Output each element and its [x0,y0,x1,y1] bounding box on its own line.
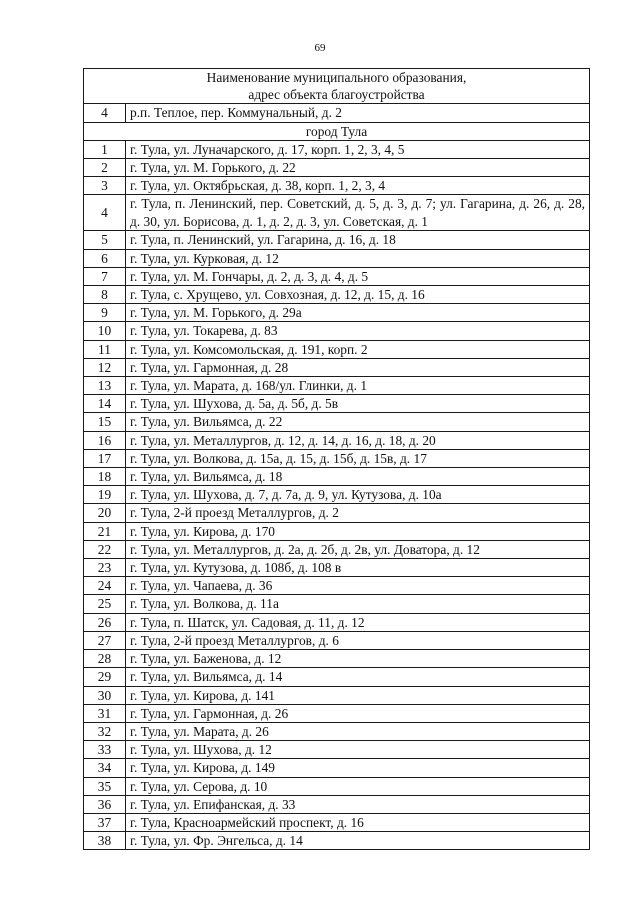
table-row [84,795,590,813]
row-address: г. Тула, ул. Шухова, д. 5а, д. 5б, д. 5в [126,395,590,413]
table-row [84,449,590,467]
table-header-cell [84,69,590,104]
row-number: 1 [84,140,126,158]
row-address: г. Тула, ул. Курковая, д. 12 [126,249,590,267]
row-number: 35 [84,777,126,795]
row-number: 7 [84,267,126,285]
row-address: г. Тула, ул. Луначарского, д. 17, корп. 1, 2, 3, 4, 5 [126,140,590,158]
table-row [84,159,590,177]
row-number: 9 [84,304,126,322]
table-row [84,522,590,540]
page-number: 69 [314,42,326,54]
section-title: город Тула [84,122,590,140]
row-number: 6 [84,249,126,267]
row-number: 17 [84,449,126,467]
table-row [84,577,590,595]
row-number: 18 [84,468,126,486]
row-number: 16 [84,431,126,449]
table-row [84,286,590,304]
table-header-row [84,69,590,104]
row-address: г. Тула, ул. Кирова, д. 170 [126,522,590,540]
table-row [84,559,590,577]
row-address: г. Тула, п. Ленинский, ул. Гагарина, д. 16, д. 18 [126,231,590,249]
table-row [84,504,590,522]
row-number: 4 [84,104,126,122]
row-number: 5 [84,231,126,249]
row-number: 33 [84,741,126,759]
improvement-objects-table [83,68,590,850]
table-row [84,249,590,267]
row-number: 24 [84,577,126,595]
table-row [84,722,590,740]
row-address: г. Тула, ул. Гармонная, д. 28 [126,358,590,376]
row-number: 22 [84,540,126,558]
row-address: г. Тула, ул. Баженова, д. 12 [126,650,590,668]
table-row [84,413,590,431]
row-address: г. Тула, ул. Шухова, д. 12 [126,741,590,759]
table-row [84,177,590,195]
row-number: 2 [84,159,126,177]
row-address: г. Тула, ул. Вильямса, д. 22 [126,413,590,431]
row-number: 20 [84,504,126,522]
table-row [84,704,590,722]
row-address: г. Тула, ул. Металлургов, д. 2а, д. 2б, д. 2в, ул. Доватора, д. 12 [126,540,590,558]
table-row [84,777,590,795]
table-row [84,668,590,686]
row-number: 36 [84,795,126,813]
table-row [84,395,590,413]
row-address: г. Тула, ул. М. Гончары, д. 2, д. 3, д. 4, д. 5 [126,267,590,285]
row-number: 10 [84,322,126,340]
row-address: г. Тула, ул. Кутузова, д. 108б, д. 108 в [126,559,590,577]
table-row [84,322,590,340]
row-address: г. Тула, ул. Серова, д. 10 [126,777,590,795]
table-row [84,486,590,504]
table-row [84,832,590,850]
table-row [84,231,590,249]
row-number: 15 [84,413,126,431]
row-address: г. Тула, п. Ленинский, пер. Советский, д. 5, д. 3, д. 7; ул. Гагарина, д. 26, д. 28, д. 30, ул. Борисова, д. 1, д. 2, д. 3, ул. Советская, д. 1 [126,195,590,231]
row-address: г. Тула, 2-й проезд Металлургов, д. 2 [126,504,590,522]
row-number: 23 [84,559,126,577]
row-number: 19 [84,486,126,504]
table-row [84,104,590,122]
header-line-2: адрес объекта благоустройства [248,87,425,103]
row-address: г. Тула, ул. Марата, д. 26 [126,722,590,740]
row-number: 38 [84,832,126,850]
row-number: 31 [84,704,126,722]
row-address: г. Тула, ул. Октябрьская, д. 38, корп. 1, 2, 3, 4 [126,177,590,195]
table-row [84,304,590,322]
row-address: г. Тула, ул. Металлургов, д. 12, д. 14, д. 16, д. 18, д. 20 [126,431,590,449]
table-row [84,650,590,668]
row-number: 37 [84,813,126,831]
row-address: г. Тула, 2-й проезд Металлургов, д. 6 [126,631,590,649]
row-address: г. Тула, Красноармейский проспект, д. 16 [126,813,590,831]
row-address: г. Тула, ул. Вильямса, д. 18 [126,468,590,486]
row-number: 12 [84,358,126,376]
table-row [84,741,590,759]
table-row [84,686,590,704]
row-address: г. Тула, ул. Гармонная, д. 26 [126,704,590,722]
table-row [84,613,590,631]
row-number: 27 [84,631,126,649]
row-address: г. Тула, ул. Марата, д. 168/ул. Глинки, д. 1 [126,377,590,395]
table-row [84,468,590,486]
section-row [84,122,590,140]
table-row [84,431,590,449]
row-number: 8 [84,286,126,304]
table-row [84,195,590,231]
table-row [84,340,590,358]
row-address: г. Тула, ул. Кирова, д. 149 [126,759,590,777]
row-address: г. Тула, ул. М. Горького, д. 29а [126,304,590,322]
table-row [84,267,590,285]
table-row [84,813,590,831]
row-number: 28 [84,650,126,668]
row-number: 11 [84,340,126,358]
row-number: 21 [84,522,126,540]
row-address: г. Тула, ул. Волкова, д. 15а, д. 15, д. 15б, д. 15в, д. 17 [126,449,590,467]
table-row [84,540,590,558]
table-row [84,140,590,158]
row-number: 3 [84,177,126,195]
table-row [84,358,590,376]
row-address: г. Тула, ул. Волкова, д. 11а [126,595,590,613]
table-row [84,631,590,649]
row-number: 34 [84,759,126,777]
row-number: 14 [84,395,126,413]
row-address: р.п. Теплое, пер. Коммунальный, д. 2 [126,104,590,122]
row-address: г. Тула, ул. М. Горького, д. 22 [126,159,590,177]
row-address: г. Тула, ул. Вильямса, д. 14 [126,668,590,686]
row-address: г. Тула, ул. Епифанская, д. 33 [126,795,590,813]
row-number: 25 [84,595,126,613]
row-number: 26 [84,613,126,631]
row-number: 29 [84,668,126,686]
table-row [84,759,590,777]
table-row [84,595,590,613]
table-body [84,104,590,850]
row-address: г. Тула, ул. Шухова, д. 7, д. 7а, д. 9, ул. Кутузова, д. 10а [126,486,590,504]
row-address: г. Тула, ул. Чапаева, д. 36 [126,577,590,595]
row-address: г. Тула, ул. Комсомольская, д. 191, корп. 2 [126,340,590,358]
table-row [84,377,590,395]
row-address: г. Тула, ул. Кирова, д. 141 [126,686,590,704]
row-number: 4 [84,195,126,231]
row-address: г. Тула, ул. Токарева, д. 83 [126,322,590,340]
row-address: г. Тула, ул. Фр. Энгельса, д. 14 [126,832,590,850]
row-number: 32 [84,722,126,740]
row-number: 30 [84,686,126,704]
header-line-1: Наименование муниципального образования, [206,70,467,85]
row-address: г. Тула, с. Хрущево, ул. Совхозная, д. 12, д. 15, д. 16 [126,286,590,304]
row-address: г. Тула, п. Шатск, ул. Садовая, д. 11, д. 12 [126,613,590,631]
row-number: 13 [84,377,126,395]
